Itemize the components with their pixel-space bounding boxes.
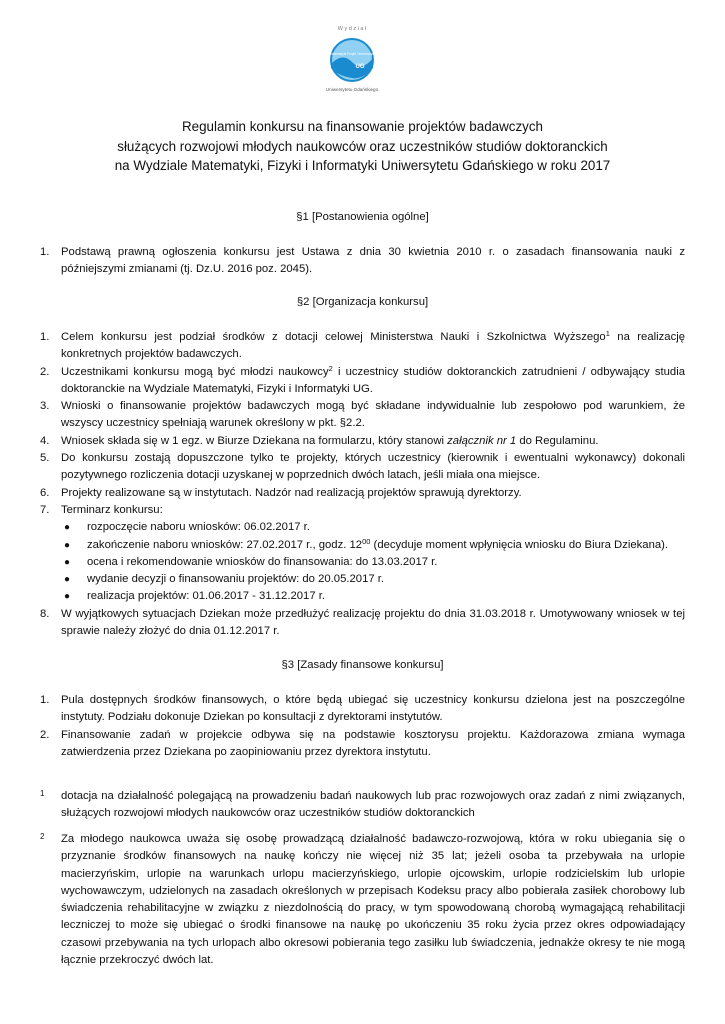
logo-ring-text: Matematyki Fizyki i Informatyki bbox=[328, 52, 376, 56]
section-1-list bbox=[40, 244, 685, 279]
list-item: 6. Projekty realizowane są w instytutach. Nadzór nad realizacją projektów sprawują dyrektorzy. bbox=[40, 486, 522, 499]
section-3-heading: §3 [Zasady finansowe konkursu] bbox=[281, 659, 444, 671]
logo-bottom-text: Uniwersytetu Gdańskiego bbox=[325, 87, 379, 92]
list-item: 2. Uczestnikami konkursu mogą być młodzi naukowcy$^2$ i uczestnicy studiów doktoranckich zatrudnieni / odbywający studia doktoranckie na Wydziale Matematyki, Fizyki i Informatyki UG. bbox=[40, 363, 685, 395]
bullet-icon: ● bbox=[64, 591, 71, 603]
list-item: 2. Finansowanie zadań w projekcie odbywa się na podstawie kosztorysu projektu. Każdorazowa zmiana wymaga zatwierdzenia przez Dziekana po zaopiniowaniu przez dyrektora instytutu. bbox=[40, 728, 685, 758]
bullet-icon: ● bbox=[64, 556, 71, 568]
section-1-heading: §1 [Postanowienia ogólne] bbox=[296, 211, 429, 223]
schedule-item: ● realizacja projektów: 01.06.2017 - 31.12.2017 r. bbox=[61, 588, 685, 605]
document-title bbox=[40, 117, 685, 176]
list-item: 1. Celem konkursu jest podział środków z dotacji celowej Ministerstwa Nauki i Szkolnictwa Wyższego$^1$ na realizację konkretnych projektów badawczych. bbox=[40, 329, 686, 361]
list-item: 1. Pula dostępnych środków finansowych, o które będą ubiegać się uczestnicy konkursu dzielona jest na poszczególne instytuty. Podziału dokonuje Dziekan po konsultacji z dyrektorami instytutów. bbox=[40, 694, 685, 724]
list-item: 1. Podstawą prawną ogłoszenia konkursu jest Ustawa z dnia 30 kwietnia 2010 r. o zasadach finansowania nauki z późniejszymi zmianami (tj. Dz.U. 2016 poz. 2045). bbox=[40, 246, 685, 276]
list-item: 5. Do konkursu zostają dopuszczone tylko te projekty, których uczestnicy (kierownik i ewentualni wykonawcy) dokonali pozytywnego rozliczenia dotacji uzyskanej w poprzednich dwóch latach, jeśli miała ona miejsce. bbox=[40, 452, 685, 482]
list-item: 8. W wyjątkowych sytuacjach Dziekan może przedłużyć realizację projektu do dnia 31.03.2018 r. Umotywowany wniosek w tej sprawie należy złożyć do dnia 01.12.2017 r. bbox=[40, 607, 685, 638]
schedule-item: ● wydanie decyzji o finansowaniu projektów: do 20.05.2017 r. bbox=[61, 571, 685, 588]
attachment-reference: załącznik nr 1 bbox=[447, 434, 517, 447]
schedule-item: ● rozpoczęcie naboru wniosków: 06.02.2017 r. bbox=[61, 519, 685, 536]
footnote-1: 1 dotacja na działalność polegającą na prowadzeniu badań naukowych lub prac rozwojowych oraz zadań z nimi związanych, służących rozwojowi młodych naukowców oraz uczestników studiów doktoranckich bbox=[40, 789, 685, 820]
footnote-ref-1: 1 bbox=[605, 329, 610, 338]
list-item: 4. Wniosek składa się w 1 egz. w Biurze Dziekana na formularzu, który stanowi załącznik nr 1 do Regulaminu. bbox=[40, 434, 599, 447]
section-2-heading: §2 [Organizacja konkursu] bbox=[296, 296, 429, 308]
section-2-list bbox=[40, 329, 685, 640]
bullet-icon: ● bbox=[64, 522, 71, 534]
title-line-2: służących rozwojowi młodych naukowców oraz uczestników studiów doktoranckich bbox=[117, 138, 608, 154]
logo-center-text: UG bbox=[355, 64, 365, 70]
schedule-item: ● ocena i rekomendowanie wniosków do finansowania: do 13.03.2017 r. bbox=[61, 554, 685, 571]
list-item: 3. Wnioski o finansowanie projektów badawczych mogą być składane indywidualnie lub zespołowo pod warunkiem, że wszyscy uczestnicy spełniają warunek określony w pkt. §2.2. bbox=[40, 400, 685, 430]
logo-top-text: W y d z i a ł bbox=[337, 26, 367, 32]
list-item: 7. Terminarz konkursu: ● rozpoczęcie naboru wniosków: 06.02.2017 r. ● zakończenie naboru wniosków: 27.02.2017 r., godz. $12^{00}$ (decyduje moment wpłynięcia wniosku do Biura Dziekana). ● ocena i rekomendowanie wniosków do finansowania: do 13.03.2017 r. ● wydanie decyzji o finansowaniu projektów: do 20.05.2017 r. ● realizacja projektów: 01.06.2017 - 31.12.2017 r. bbox=[40, 502, 685, 606]
section-3-list bbox=[40, 692, 685, 761]
title-line-1: Regulamin konkursu na finansowanie projektów badawczych bbox=[181, 119, 543, 134]
bullet-icon: ● bbox=[64, 574, 71, 586]
schedule-item: ● zakończenie naboru wniosków: 27.02.2017 r., godz. $12^{00}$ (decyduje moment wpłynięcia wniosku do Biura Dziekana). bbox=[61, 537, 685, 554]
footnote-2: 2 Za młodego naukowca uważa się osobę prowadzącą działalność badawczo-rozwojową, która w roku ubiegania się o przyznanie środków finansowych na naukę kończy nie więcej niż 35 lat; jeżeli osoba ta przebywała na urlopie macierzyńskim, urlopie na warunkach urlopu macierzyńskiego, urlopie ojcowskim, urlopie rodzicielskim lub urlopie wychowawczym, udzielonych na zasadach określonych w przepisach Kodeksu pracy albo pobierała zasiłek chorobowy lub świadczenia rehabilitacyjne w związku z niezdolnością do pracy, w tym spowodowaną chorobą wymagającą rehabilitacji leczniczej to może się ubiegać o środki finansowe na naukę po ukończeniu 35 roku życia przez okres odpowiadający czasowi przebywania na tych urlopach albo okresowi pobierania tego zasiłku lub świadczenia, jednakże okresy te nie mogą łącznie przekroczyć dwóch lat. bbox=[40, 832, 685, 967]
faculty-logo bbox=[316, 22, 388, 94]
title-line-3: na Wydziale Matematyki, Fizyki i Informatyki Uniwersytetu Gdańskiego w roku 2017 bbox=[114, 158, 611, 174]
bullet-icon: ● bbox=[64, 539, 71, 551]
footnote-ref-2: 2 bbox=[328, 363, 333, 373]
schedule-list bbox=[61, 519, 685, 605]
